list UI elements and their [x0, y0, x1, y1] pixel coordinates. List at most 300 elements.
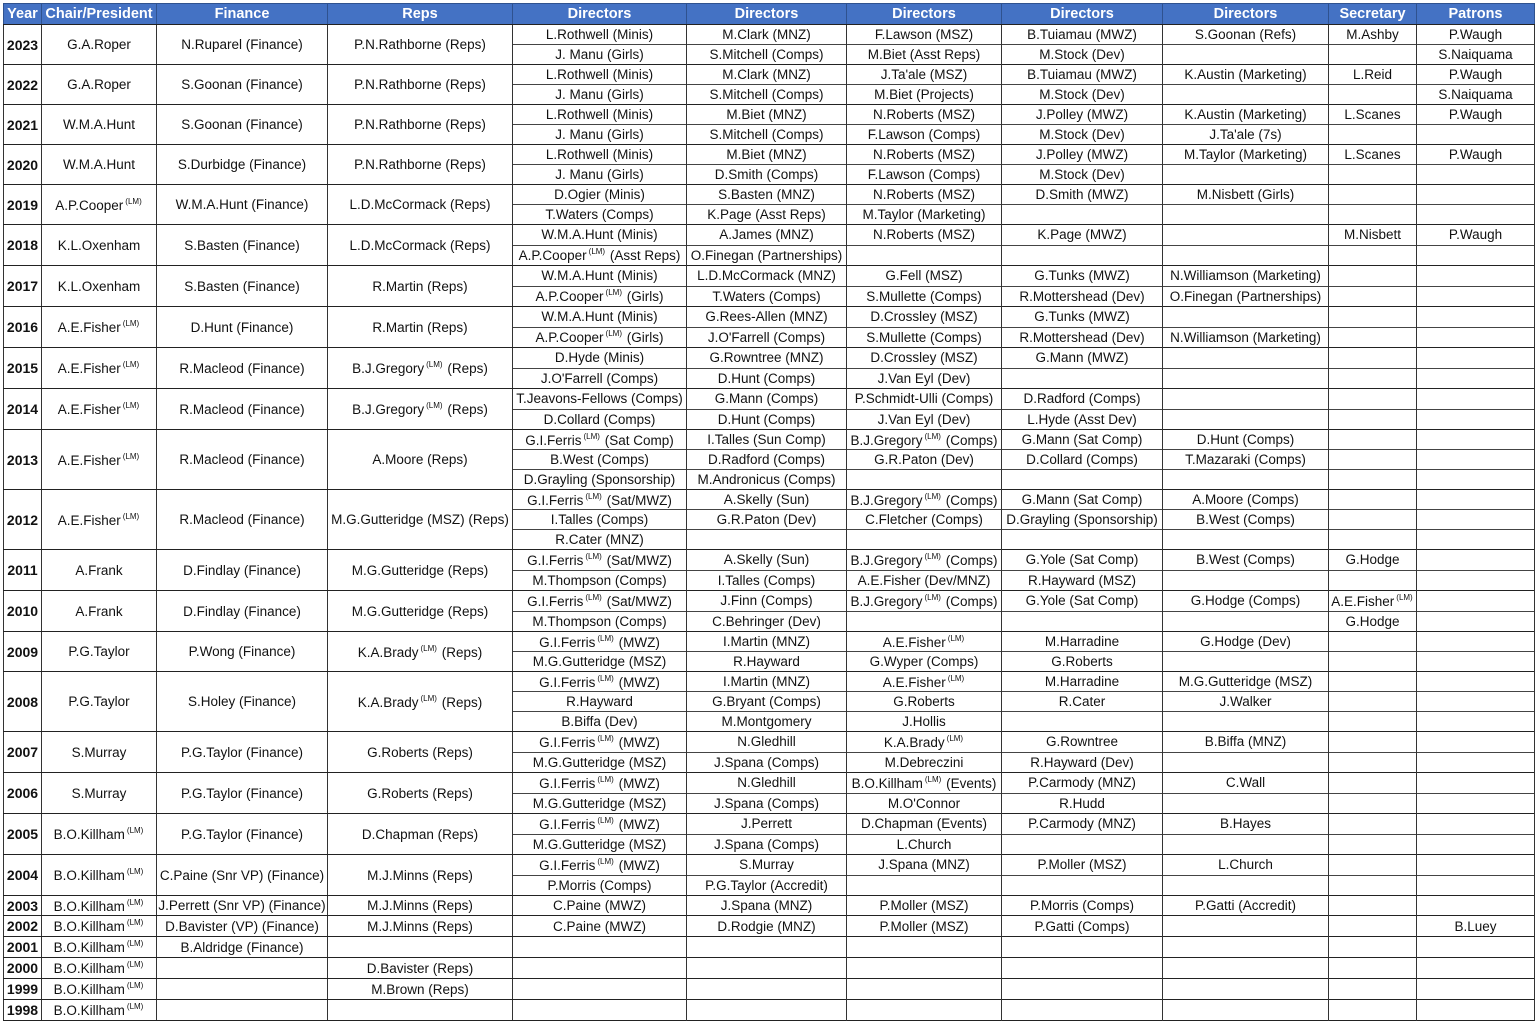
secretary-cell[interactable]	[1329, 470, 1417, 490]
year-cell[interactable]: 2013	[4, 430, 42, 490]
secretary-cell[interactable]	[1329, 834, 1417, 855]
directors-4-cell[interactable]: M.Stock (Dev)	[1002, 125, 1163, 145]
secretary-cell[interactable]	[1329, 286, 1417, 307]
directors-2-cell[interactable]: I.Talles (Sun Comp)	[687, 430, 847, 450]
secretary-cell[interactable]	[1329, 125, 1417, 145]
directors-4-cell[interactable]	[1002, 979, 1163, 1000]
directors-5-cell[interactable]: G.Hodge (Comps)	[1163, 591, 1329, 612]
directors-3-cell[interactable]: A.E.Fisher (Dev/MNZ)	[847, 570, 1002, 591]
chair-cell[interactable]	[42, 430, 157, 490]
chair-cell[interactable]	[42, 348, 157, 389]
directors-3-cell[interactable]	[847, 430, 1002, 450]
patrons-cell[interactable]	[1417, 591, 1535, 612]
secretary-cell[interactable]	[1329, 958, 1417, 979]
directors-1-cell[interactable]: D.Grayling (Sponsorship)	[513, 470, 687, 490]
directors-5-cell[interactable]	[1163, 793, 1329, 814]
finance-cell[interactable]: S.Goonan (Finance)	[157, 65, 328, 105]
directors-4-cell[interactable]: G.Tunks (MWZ)	[1002, 307, 1163, 328]
directors-4-cell[interactable]	[1002, 205, 1163, 225]
header-directors-1[interactable]: Directors	[513, 4, 687, 25]
directors-3-cell[interactable]	[847, 490, 1002, 510]
directors-5-cell[interactable]	[1163, 570, 1329, 591]
directors-1-cell[interactable]: W.M.A.Hunt (Minis)	[513, 225, 687, 246]
directors-4-cell[interactable]: R.Mottershead (Dev)	[1002, 327, 1163, 348]
directors-5-cell[interactable]: P.Gatti (Accredit)	[1163, 896, 1329, 916]
directors-5-cell[interactable]: J.Walker	[1163, 692, 1329, 712]
directors-1-cell[interactable]: C.Paine (MWZ)	[513, 916, 687, 937]
secretary-cell[interactable]	[1329, 692, 1417, 712]
directors-5-cell[interactable]	[1163, 389, 1329, 410]
year-cell[interactable]: 2001	[4, 937, 42, 958]
directors-5-cell[interactable]: B.Biffa (MNZ)	[1163, 732, 1329, 753]
secretary-cell[interactable]	[1329, 409, 1417, 430]
patrons-cell[interactable]	[1417, 652, 1535, 672]
secretary-cell[interactable]	[1329, 245, 1417, 266]
directors-4-cell[interactable]: R.Mottershead (Dev)	[1002, 286, 1163, 307]
patrons-cell[interactable]: P.Waugh	[1417, 25, 1535, 45]
patrons-cell[interactable]	[1417, 979, 1535, 1000]
finance-cell[interactable]: C.Paine (Snr VP) (Finance)	[157, 855, 328, 896]
directors-3-cell[interactable]	[847, 958, 1002, 979]
finance-cell[interactable]: S.Goonan (Finance)	[157, 105, 328, 145]
directors-3-cell[interactable]	[847, 245, 1002, 266]
directors-2-cell[interactable]: S.Murray	[687, 855, 847, 876]
chair-cell[interactable]	[42, 225, 157, 266]
directors-1-cell[interactable]: D.Ogier (Minis)	[513, 185, 687, 205]
directors-4-cell[interactable]: G.Mann (Sat Comp)	[1002, 430, 1163, 450]
reps-cell[interactable]: D.Bavister (Reps)	[328, 958, 513, 979]
directors-5-cell[interactable]	[1163, 368, 1329, 389]
year-cell[interactable]: 2012	[4, 490, 42, 550]
directors-3-cell[interactable]: J.Hollis	[847, 712, 1002, 732]
header-patrons[interactable]: Patrons	[1417, 4, 1535, 25]
year-cell[interactable]: 2018	[4, 225, 42, 266]
finance-cell[interactable]: D.Findlay (Finance)	[157, 550, 328, 591]
finance-cell[interactable]: P.G.Taylor (Finance)	[157, 732, 328, 773]
directors-5-cell[interactable]	[1163, 875, 1329, 896]
directors-2-cell[interactable]: K.Page (Asst Reps)	[687, 205, 847, 225]
finance-cell[interactable]: D.Hunt (Finance)	[157, 307, 328, 348]
directors-3-cell[interactable]: C.Fletcher (Comps)	[847, 510, 1002, 530]
directors-4-cell[interactable]: M.Harradine	[1002, 632, 1163, 652]
directors-2-cell[interactable]: T.Waters (Comps)	[687, 286, 847, 307]
directors-3-cell[interactable]: N.Roberts (MSZ)	[847, 225, 1002, 246]
reps-cell[interactable]: P.N.Rathborne (Reps)	[328, 65, 513, 105]
secretary-cell[interactable]	[1329, 185, 1417, 205]
reps-cell[interactable]: L.D.McCormack (Reps)	[328, 185, 513, 225]
chair-cell[interactable]	[42, 632, 157, 672]
secretary-cell[interactable]: M.Ashby	[1329, 25, 1417, 45]
patrons-cell[interactable]	[1417, 712, 1535, 732]
secretary-cell[interactable]	[1329, 652, 1417, 672]
year-cell[interactable]: 2020	[4, 145, 42, 185]
directors-3-cell[interactable]: N.Roberts (MSZ)	[847, 105, 1002, 125]
directors-2-cell[interactable]: S.Mitchell (Comps)	[687, 85, 847, 105]
directors-1-cell[interactable]	[513, 773, 687, 794]
directors-5-cell[interactable]: J.Ta'ale (7s)	[1163, 125, 1329, 145]
directors-2-cell[interactable]: J.Spana (MNZ)	[687, 896, 847, 916]
directors-2-cell[interactable]: D.Smith (Comps)	[687, 165, 847, 185]
directors-3-cell[interactable]: G.R.Paton (Dev)	[847, 450, 1002, 470]
header-secretary[interactable]: Secretary	[1329, 4, 1417, 25]
directors-1-cell[interactable]: B.Biffa (Dev)	[513, 712, 687, 732]
directors-1-cell[interactable]: L.Rothwell (Minis)	[513, 105, 687, 125]
directors-1-cell[interactable]	[513, 591, 687, 612]
directors-4-cell[interactable]: B.Tuiamau (MWZ)	[1002, 25, 1163, 45]
reps-cell[interactable]: R.Martin (Reps)	[328, 307, 513, 348]
directors-1-cell[interactable]: M.G.Gutteridge (MSZ)	[513, 793, 687, 814]
chair-cell[interactable]	[42, 389, 157, 430]
directors-1-cell[interactable]: M.G.Gutteridge (MSZ)	[513, 834, 687, 855]
directors-1-cell[interactable]	[513, 958, 687, 979]
directors-4-cell[interactable]: G.Mann (MWZ)	[1002, 348, 1163, 369]
directors-3-cell[interactable]	[847, 632, 1002, 652]
secretary-cell[interactable]	[1329, 327, 1417, 348]
directors-3-cell[interactable]: F.Lawson (Comps)	[847, 165, 1002, 185]
directors-5-cell[interactable]: A.Moore (Comps)	[1163, 490, 1329, 510]
directors-1-cell[interactable]	[513, 855, 687, 876]
patrons-cell[interactable]	[1417, 834, 1535, 855]
patrons-cell[interactable]	[1417, 348, 1535, 369]
header-reps[interactable]: Reps	[328, 4, 513, 25]
directors-4-cell[interactable]: P.Gatti (Comps)	[1002, 916, 1163, 937]
directors-4-cell[interactable]: R.Hudd	[1002, 793, 1163, 814]
directors-3-cell[interactable]	[847, 937, 1002, 958]
finance-cell[interactable]: R.Macleod (Finance)	[157, 348, 328, 389]
directors-2-cell[interactable]: G.Rees-Allen (MNZ)	[687, 307, 847, 328]
patrons-cell[interactable]	[1417, 307, 1535, 328]
secretary-cell[interactable]	[1329, 165, 1417, 185]
directors-2-cell[interactable]: I.Talles (Comps)	[687, 570, 847, 591]
directors-1-cell[interactable]: J.O'Farrell (Comps)	[513, 368, 687, 389]
patrons-cell[interactable]	[1417, 570, 1535, 591]
directors-1-cell[interactable]: D.Collard (Comps)	[513, 409, 687, 430]
directors-2-cell[interactable]: D.Hunt (Comps)	[687, 409, 847, 430]
finance-cell[interactable]	[157, 958, 328, 979]
reps-cell[interactable]	[328, 348, 513, 389]
directors-4-cell[interactable]: J.Polley (MWZ)	[1002, 105, 1163, 125]
directors-2-cell[interactable]: G.Rowntree (MNZ)	[687, 348, 847, 369]
directors-1-cell[interactable]: D.Hyde (Minis)	[513, 348, 687, 369]
directors-4-cell[interactable]	[1002, 1000, 1163, 1021]
patrons-cell[interactable]	[1417, 1000, 1535, 1021]
reps-cell[interactable]: M.G.Gutteridge (MSZ) (Reps)	[328, 490, 513, 550]
directors-4-cell[interactable]	[1002, 834, 1163, 855]
patrons-cell[interactable]	[1417, 793, 1535, 814]
directors-4-cell[interactable]: G.Tunks (MWZ)	[1002, 266, 1163, 287]
chair-cell[interactable]	[42, 732, 157, 773]
directors-3-cell[interactable]: G.Wyper (Comps)	[847, 652, 1002, 672]
directors-5-cell[interactable]: L.Church	[1163, 855, 1329, 876]
directors-2-cell[interactable]: G.Bryant (Comps)	[687, 692, 847, 712]
finance-cell[interactable]	[157, 979, 328, 1000]
patrons-cell[interactable]	[1417, 611, 1535, 632]
directors-5-cell[interactable]	[1163, 530, 1329, 550]
patrons-cell[interactable]: S.Naiquama	[1417, 85, 1535, 105]
directors-2-cell[interactable]	[687, 979, 847, 1000]
secretary-cell[interactable]	[1329, 430, 1417, 450]
chair-cell[interactable]	[42, 814, 157, 855]
secretary-cell[interactable]	[1329, 205, 1417, 225]
directors-5-cell[interactable]: S.Goonan (Refs)	[1163, 25, 1329, 45]
directors-4-cell[interactable]: P.Carmody (MNZ)	[1002, 814, 1163, 835]
directors-2-cell[interactable]: M.Clark (MNZ)	[687, 65, 847, 85]
directors-5-cell[interactable]	[1163, 652, 1329, 672]
patrons-cell[interactable]	[1417, 266, 1535, 287]
chair-cell[interactable]	[42, 958, 157, 979]
directors-2-cell[interactable]: J.Perrett	[687, 814, 847, 835]
chair-cell[interactable]	[42, 855, 157, 896]
reps-cell[interactable]: L.D.McCormack (Reps)	[328, 225, 513, 266]
directors-1-cell[interactable]: T.Jeavons-Fellows (Comps)	[513, 389, 687, 410]
directors-2-cell[interactable]: A.Skelly (Sun)	[687, 490, 847, 510]
patrons-cell[interactable]: P.Waugh	[1417, 145, 1535, 165]
directors-3-cell[interactable]: D.Chapman (Events)	[847, 814, 1002, 835]
directors-5-cell[interactable]	[1163, 834, 1329, 855]
secretary-cell[interactable]	[1329, 896, 1417, 916]
secretary-cell[interactable]	[1329, 348, 1417, 369]
chair-cell[interactable]	[42, 307, 157, 348]
directors-2-cell[interactable]: N.Gledhill	[687, 732, 847, 753]
directors-5-cell[interactable]: K.Austin (Marketing)	[1163, 65, 1329, 85]
reps-cell[interactable]: M.Brown (Reps)	[328, 979, 513, 1000]
chair-cell[interactable]	[42, 550, 157, 591]
directors-1-cell[interactable]: J. Manu (Girls)	[513, 165, 687, 185]
directors-1-cell[interactable]: J. Manu (Girls)	[513, 85, 687, 105]
directors-4-cell[interactable]: D.Radford (Comps)	[1002, 389, 1163, 410]
directors-4-cell[interactable]: D.Smith (MWZ)	[1002, 185, 1163, 205]
directors-1-cell[interactable]	[513, 732, 687, 753]
header-year[interactable]: Year	[4, 4, 42, 25]
year-cell[interactable]: 2014	[4, 389, 42, 430]
patrons-cell[interactable]	[1417, 409, 1535, 430]
finance-cell[interactable]: P.G.Taylor (Finance)	[157, 814, 328, 855]
reps-cell[interactable]: M.J.Minns (Reps)	[328, 916, 513, 937]
directors-5-cell[interactable]: M.Nisbett (Girls)	[1163, 185, 1329, 205]
directors-3-cell[interactable]: D.Crossley (MSZ)	[847, 307, 1002, 328]
directors-5-cell[interactable]	[1163, 916, 1329, 937]
directors-5-cell[interactable]	[1163, 348, 1329, 369]
reps-cell[interactable]: A.Moore (Reps)	[328, 430, 513, 490]
directors-5-cell[interactable]	[1163, 245, 1329, 266]
patrons-cell[interactable]	[1417, 752, 1535, 773]
patrons-cell[interactable]	[1417, 450, 1535, 470]
directors-3-cell[interactable]: J.Ta'ale (MSZ)	[847, 65, 1002, 85]
directors-4-cell[interactable]: D.Collard (Comps)	[1002, 450, 1163, 470]
chair-cell[interactable]	[42, 591, 157, 632]
directors-2-cell[interactable]: J.O'Farrell (Comps)	[687, 327, 847, 348]
directors-5-cell[interactable]	[1163, 165, 1329, 185]
patrons-cell[interactable]	[1417, 430, 1535, 450]
reps-cell[interactable]	[328, 1000, 513, 1021]
directors-4-cell[interactable]: G.Yole (Sat Comp)	[1002, 550, 1163, 571]
secretary-cell[interactable]	[1329, 45, 1417, 65]
finance-cell[interactable]: P.Wong (Finance)	[157, 632, 328, 672]
finance-cell[interactable]	[157, 1000, 328, 1021]
header-directors-2[interactable]: Directors	[687, 4, 847, 25]
directors-1-cell[interactable]	[513, 979, 687, 1000]
directors-1-cell[interactable]: J. Manu (Girls)	[513, 45, 687, 65]
secretary-cell[interactable]	[1329, 490, 1417, 510]
directors-5-cell[interactable]: K.Austin (Marketing)	[1163, 105, 1329, 125]
year-cell[interactable]: 1998	[4, 1000, 42, 1021]
directors-1-cell[interactable]: M.G.Gutteridge (MSZ)	[513, 652, 687, 672]
year-cell[interactable]: 2005	[4, 814, 42, 855]
directors-3-cell[interactable]: F.Lawson (Comps)	[847, 125, 1002, 145]
directors-3-cell[interactable]: M.Debreczini	[847, 752, 1002, 773]
directors-4-cell[interactable]: P.Carmody (MNZ)	[1002, 773, 1163, 794]
chair-cell[interactable]	[42, 979, 157, 1000]
directors-1-cell[interactable]: P.Morris (Comps)	[513, 875, 687, 896]
directors-4-cell[interactable]: M.Stock (Dev)	[1002, 85, 1163, 105]
directors-3-cell[interactable]: G.Roberts	[847, 692, 1002, 712]
directors-2-cell[interactable]: M.Clark (MNZ)	[687, 25, 847, 45]
directors-2-cell[interactable]: A.Skelly (Sun)	[687, 550, 847, 571]
reps-cell[interactable]: M.G.Gutteridge (Reps)	[328, 591, 513, 632]
directors-4-cell[interactable]: J.Polley (MWZ)	[1002, 145, 1163, 165]
directors-3-cell[interactable]: D.Crossley (MSZ)	[847, 348, 1002, 369]
reps-cell[interactable]	[328, 389, 513, 430]
secretary-cell[interactable]: M.Nisbett	[1329, 225, 1417, 246]
finance-cell[interactable]: W.M.A.Hunt (Finance)	[157, 185, 328, 225]
patrons-cell[interactable]	[1417, 490, 1535, 510]
secretary-cell[interactable]	[1329, 632, 1417, 652]
directors-5-cell[interactable]	[1163, 937, 1329, 958]
secretary-cell[interactable]	[1329, 1000, 1417, 1021]
directors-1-cell[interactable]	[513, 1000, 687, 1021]
year-cell[interactable]: 2011	[4, 550, 42, 591]
chair-cell[interactable]	[42, 1000, 157, 1021]
patrons-cell[interactable]	[1417, 470, 1535, 490]
secretary-cell[interactable]	[1329, 855, 1417, 876]
directors-3-cell[interactable]: S.Mullette (Comps)	[847, 286, 1002, 307]
directors-5-cell[interactable]	[1163, 470, 1329, 490]
directors-4-cell[interactable]: P.Moller (MSZ)	[1002, 855, 1163, 876]
directors-4-cell[interactable]: D.Grayling (Sponsorship)	[1002, 510, 1163, 530]
directors-1-cell[interactable]: T.Waters (Comps)	[513, 205, 687, 225]
patrons-cell[interactable]	[1417, 732, 1535, 753]
year-cell[interactable]: 2002	[4, 916, 42, 937]
year-cell[interactable]: 2010	[4, 591, 42, 632]
patrons-cell[interactable]	[1417, 245, 1535, 266]
finance-cell[interactable]: S.Basten (Finance)	[157, 266, 328, 307]
secretary-cell[interactable]: L.Scanes	[1329, 105, 1417, 125]
directors-4-cell[interactable]: R.Hayward (MSZ)	[1002, 570, 1163, 591]
directors-1-cell[interactable]	[513, 286, 687, 307]
directors-2-cell[interactable]: G.Mann (Comps)	[687, 389, 847, 410]
directors-3-cell[interactable]: G.Fell (MSZ)	[847, 266, 1002, 287]
header-directors-5[interactable]: Directors	[1163, 4, 1329, 25]
secretary-cell[interactable]	[1329, 591, 1417, 612]
secretary-cell[interactable]	[1329, 389, 1417, 410]
reps-cell[interactable]: P.N.Rathborne (Reps)	[328, 145, 513, 185]
directors-3-cell[interactable]	[847, 875, 1002, 896]
patrons-cell[interactable]: S.Naiquama	[1417, 45, 1535, 65]
directors-4-cell[interactable]	[1002, 712, 1163, 732]
directors-4-cell[interactable]: B.Tuiamau (MWZ)	[1002, 65, 1163, 85]
directors-4-cell[interactable]	[1002, 530, 1163, 550]
directors-4-cell[interactable]	[1002, 245, 1163, 266]
directors-1-cell[interactable]	[513, 327, 687, 348]
directors-4-cell[interactable]: K.Page (MWZ)	[1002, 225, 1163, 246]
secretary-cell[interactable]: G.Hodge	[1329, 611, 1417, 632]
directors-3-cell[interactable]	[847, 550, 1002, 571]
directors-1-cell[interactable]: M.G.Gutteridge (MSZ)	[513, 752, 687, 773]
patrons-cell[interactable]	[1417, 125, 1535, 145]
directors-1-cell[interactable]: R.Hayward	[513, 692, 687, 712]
directors-1-cell[interactable]: M.Thompson (Comps)	[513, 570, 687, 591]
directors-3-cell[interactable]	[847, 672, 1002, 692]
directors-5-cell[interactable]: D.Hunt (Comps)	[1163, 430, 1329, 450]
directors-2-cell[interactable]: D.Hunt (Comps)	[687, 368, 847, 389]
finance-cell[interactable]: R.Macleod (Finance)	[157, 490, 328, 550]
patrons-cell[interactable]	[1417, 692, 1535, 712]
directors-5-cell[interactable]: B.Hayes	[1163, 814, 1329, 835]
patrons-cell[interactable]	[1417, 389, 1535, 410]
directors-4-cell[interactable]: G.Mann (Sat Comp)	[1002, 490, 1163, 510]
directors-5-cell[interactable]	[1163, 409, 1329, 430]
patrons-cell[interactable]	[1417, 632, 1535, 652]
secretary-cell[interactable]	[1329, 773, 1417, 794]
secretary-cell[interactable]: L.Scanes	[1329, 145, 1417, 165]
finance-cell[interactable]: R.Macleod (Finance)	[157, 389, 328, 430]
directors-1-cell[interactable]	[513, 430, 687, 450]
directors-3-cell[interactable]: N.Roberts (MSZ)	[847, 185, 1002, 205]
directors-5-cell[interactable]: M.G.Gutteridge (MSZ)	[1163, 672, 1329, 692]
directors-1-cell[interactable]	[513, 814, 687, 835]
directors-1-cell[interactable]	[513, 632, 687, 652]
directors-5-cell[interactable]	[1163, 85, 1329, 105]
directors-2-cell[interactable]: G.R.Paton (Dev)	[687, 510, 847, 530]
directors-4-cell[interactable]: M.Stock (Dev)	[1002, 45, 1163, 65]
directors-5-cell[interactable]: B.West (Comps)	[1163, 550, 1329, 571]
patrons-cell[interactable]	[1417, 855, 1535, 876]
secretary-cell[interactable]	[1329, 266, 1417, 287]
reps-cell[interactable]: P.N.Rathborne (Reps)	[328, 105, 513, 145]
directors-1-cell[interactable]	[513, 937, 687, 958]
directors-4-cell[interactable]: M.Harradine	[1002, 672, 1163, 692]
directors-5-cell[interactable]	[1163, 225, 1329, 246]
secretary-cell[interactable]	[1329, 937, 1417, 958]
directors-5-cell[interactable]	[1163, 45, 1329, 65]
directors-1-cell[interactable]: L.Rothwell (Minis)	[513, 25, 687, 45]
directors-3-cell[interactable]	[847, 1000, 1002, 1021]
directors-1-cell[interactable]: J. Manu (Girls)	[513, 125, 687, 145]
directors-2-cell[interactable]: P.G.Taylor (Accredit)	[687, 875, 847, 896]
directors-2-cell[interactable]: M.Montgomery	[687, 712, 847, 732]
chair-cell[interactable]	[42, 672, 157, 732]
directors-2-cell[interactable]: M.Andronicus (Comps)	[687, 470, 847, 490]
secretary-cell[interactable]	[1329, 85, 1417, 105]
patrons-cell[interactable]	[1417, 937, 1535, 958]
directors-2-cell[interactable]: L.D.McCormack (MNZ)	[687, 266, 847, 287]
directors-5-cell[interactable]	[1163, 752, 1329, 773]
directors-2-cell[interactable]	[687, 958, 847, 979]
directors-1-cell[interactable]: B.West (Comps)	[513, 450, 687, 470]
directors-2-cell[interactable]: D.Rodgie (MNZ)	[687, 916, 847, 937]
directors-1-cell[interactable]: L.Rothwell (Minis)	[513, 65, 687, 85]
directors-2-cell[interactable]: I.Martin (MNZ)	[687, 632, 847, 652]
directors-4-cell[interactable]: P.Morris (Comps)	[1002, 896, 1163, 916]
chair-cell[interactable]	[42, 916, 157, 937]
directors-3-cell[interactable]: N.Roberts (MSZ)	[847, 145, 1002, 165]
directors-2-cell[interactable]: O.Finegan (Partnerships)	[687, 245, 847, 266]
year-cell[interactable]: 2000	[4, 958, 42, 979]
directors-1-cell[interactable]: W.M.A.Hunt (Minis)	[513, 266, 687, 287]
reps-cell[interactable]: R.Martin (Reps)	[328, 266, 513, 307]
reps-cell[interactable]	[328, 672, 513, 732]
directors-1-cell[interactable]: W.M.A.Hunt (Minis)	[513, 307, 687, 328]
